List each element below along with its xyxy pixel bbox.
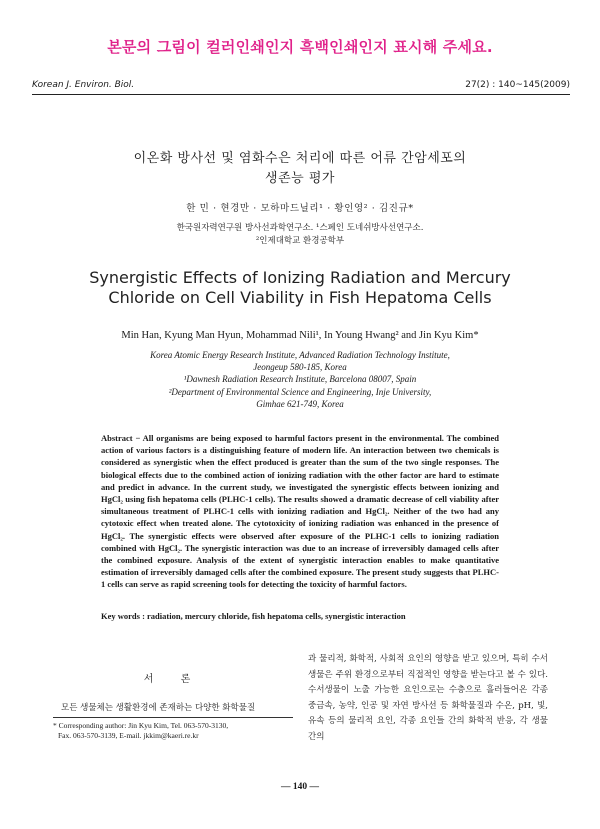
english-affiliation-line-5: Gimhae 621-749, Korea [256,398,344,409]
english-affiliation-line-3: ¹Dawnesh Radiation Research Institute, Barcelona 08007, Spain [183,374,417,385]
left-column [53,652,293,713]
english-affiliation-line-2: Jeongeup 580-185, Korea [253,362,347,373]
english-title-line-1: Synergistic Effects of Ionizing Radiation and Mercury [89,268,511,287]
korean-title [80,149,520,189]
section-title: 서 론 [143,674,203,685]
keywords: Key words : radiation, mercury chloride, fish hepatoma cells, synergistic interaction [101,611,406,621]
color-print-notice: 본문의 그림이 컬러인쇄인지 흑백인쇄인지 표시해 주세요. [107,38,493,56]
left-body-text: 모든 생물체는 생활환경에 존재하는 다양한 화학물질 [61,703,256,713]
korean-affiliations [60,222,540,248]
korean-title-line-2: 생존능 평가 [265,171,335,186]
korean-title-line-1: 이온화 방사선 및 염화수은 처리에 따른 어류 간암세포의 [133,151,467,166]
right-column-body: 과 물리적, 화학적, 사회적 요인의 영향을 받고 있으며, 특히 수서생물은 주위 환경으로부터 직접적인 영향을 받는다고 볼 수 있다. 수서생물이 노출 가능한 요인으로는 수층으로 흘러들어온 각종 중금속, 농약, 인공 및 자연 방사선 등 화학물질과 수온, pH, 빛, 유속 등의 물리적 요인, 각종 요인들 간의 화학적 반응, 각 생물 간의 [308,654,548,742]
footnote-line-1: * Corresponding author: Jin Kyu Kim, Tel. 063-570-3130, [53,721,229,730]
korean-affiliation-line-1: 한국원자력연구원 방사선과학연구소. ¹스페인 도네쉬방사선연구소. [176,223,424,233]
english-authors: Min Han, Kyung Man Hyun, Mohammad Nili¹, In Young Hwang² and Jin Kyu Kim* [121,330,479,341]
journal-header [32,79,570,95]
journal-volume: 27(2) : 140~145(2009) [465,80,570,90]
corresponding-author-footnote [53,717,293,741]
english-affiliation-line-4: ²Department of Environmental Science and Engineering, Inje University, [168,386,432,397]
english-affiliations [60,349,540,410]
english-title-line-2: Chloride on Cell Viability in Fish Hepatoma Cells [108,288,492,307]
footnote-line-2: Fax. 063-570-3139, E-mail. jkkim@kaeri.re.kr [58,731,199,740]
journal-name: Korean J. Environ. Biol. [32,80,135,90]
korean-affiliation-line-2: ²인제대학교 환경공학부 [255,236,345,246]
page-number: — 140 — [281,782,319,792]
english-title [60,268,540,308]
english-affiliation-line-1: Korea Atomic Energy Research Institute, Advanced Radiation Technology Institute, [150,350,450,360]
abstract: Abstract − All organisms are being exposed to harmful factors present in the environmental. The combined action of various factors is a distinguishing feature of modern life. An interaction between two chemicals is considered as synergistic when the effect produced is greater than the sum of the two single responses. The biological effects due to the combined action of ionizing radiation with the other factor are hard to estimate and predict in advance. In the current study, we investigated the synergistic effects between ionizing and HgCl₂ using fish hepatoma cells (PLHC-1 cells). The results showed a dramatic decrease of cell viability after simultaneous treatment of PLHC-1 cells with ionizing radiation and HgCl₂. Neither of the two had any cytotoxic effect when treated alone. The cytotoxicity of ionizing radiation was enhanced in the presence of HgCl₂. The synergistic effects were observed after exposure of the PLHC-1 cells to ionizing radiation combined with HgCl₂. The synergistic interaction was due to an increase of irreversibly damaged cells after the combined exposure. Analysis of the extent of synergistic interaction enables to make quantitative estimation of irreversibly damaged cells after the combined exposure. The present study suggests that PLHC-1 cells can serve as rapid screening tools for detecting the toxicity of harmful factors. [101,433,499,590]
korean-authors: 한 민 · 현경만 · 모하마드닐리¹ · 황인영² · 김진규* [186,203,414,214]
